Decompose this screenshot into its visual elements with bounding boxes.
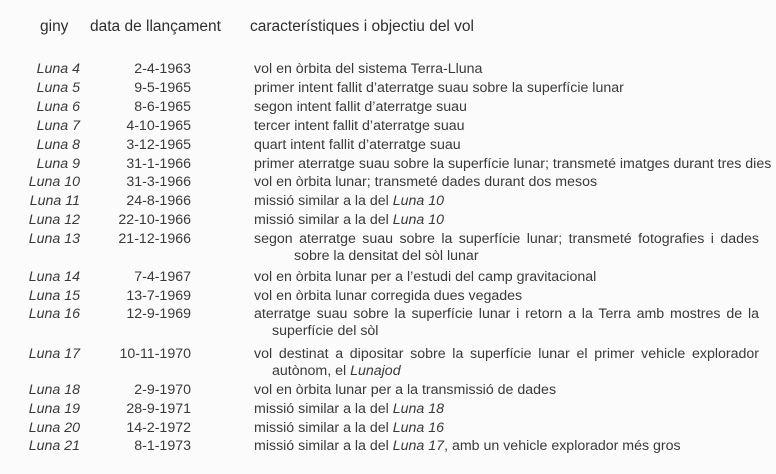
description-line — [254, 420, 759, 437]
giny-name: Luna 16 — [28, 306, 80, 322]
giny-name: Luna 14 — [28, 269, 80, 285]
launch-date: 2-4-1963 — [134, 61, 191, 77]
giny-name: Luna 4 — [36, 61, 80, 77]
mission-description — [254, 382, 759, 399]
mission-description — [254, 269, 759, 286]
description-text: autònom, el — [272, 363, 351, 379]
mission-description — [254, 118, 759, 135]
description-line — [254, 231, 759, 248]
launch-date: 7-4-1967 — [134, 269, 191, 285]
mission-description — [254, 212, 759, 229]
giny-name: Luna 8 — [36, 137, 80, 153]
giny-name: Luna 10 — [28, 174, 80, 190]
description-line — [254, 118, 759, 135]
giny-name: Luna 18 — [28, 382, 80, 398]
mission-description — [254, 346, 759, 380]
mission-description — [254, 193, 759, 210]
giny-name: Luna 9 — [36, 156, 80, 172]
description-text: vol en òrbita lunar corregida dues vegades — [254, 288, 523, 304]
launch-date: 14-2-1972 — [126, 420, 191, 436]
description-line — [254, 80, 759, 97]
description-text: missió similar a la del — [254, 193, 393, 209]
header-launch-date: data de llançament — [90, 18, 221, 35]
mission-description — [254, 231, 759, 265]
mission-description — [254, 137, 759, 154]
description-line — [254, 382, 759, 399]
mission-description — [254, 306, 759, 340]
giny-name: Luna 12 — [28, 212, 80, 228]
probe-reference: Lunajod — [350, 363, 401, 379]
description-text: , amb un vehicle explorador més gros — [444, 438, 681, 454]
launch-date: 28-9-1971 — [126, 401, 191, 417]
giny-name: Luna 15 — [28, 288, 80, 304]
mission-description — [254, 156, 772, 173]
description-line — [254, 156, 772, 173]
description-text: segon aterratge suau sobre la superfície lunar; transmeté fotografies i dades — [254, 231, 759, 247]
description-text: primer intent fallit d’aterratge suau sobre la superfície lunar — [254, 80, 624, 96]
launch-date: 13-7-1969 — [126, 288, 191, 304]
launch-date: 24-8-1966 — [126, 193, 191, 209]
description-line — [254, 306, 759, 323]
probe-reference: Luna 10 — [392, 193, 445, 209]
description-line — [254, 401, 759, 418]
description-line — [254, 99, 759, 116]
launch-date: 31-3-1966 — [126, 174, 191, 190]
launch-date: 8-1-1973 — [134, 438, 191, 454]
description-line — [254, 174, 759, 191]
description-text: missió similar a la del — [254, 401, 393, 417]
giny-name: Luna 21 — [28, 438, 80, 454]
description-text: quart intent fallit d’aterratge suau — [254, 137, 461, 153]
description-text: vol en òrbita lunar; transmeté dades durant dos mesos — [254, 174, 598, 190]
launch-date: 22-10-1966 — [118, 212, 191, 228]
description-line — [254, 346, 759, 363]
description-text: missió similar a la del — [254, 420, 393, 436]
description-line — [254, 438, 759, 455]
launch-date: 31-1-1966 — [126, 156, 191, 172]
launch-date: 3-12-1965 — [126, 137, 191, 153]
header-giny: giny — [40, 18, 69, 35]
description-text: vol destinat a dipositar sobre la superfície lunar el primer vehicle explorador — [254, 346, 759, 362]
giny-name: Luna 20 — [28, 420, 80, 436]
mission-description — [254, 80, 759, 97]
launch-date: 9-5-1965 — [134, 80, 191, 96]
description-line — [254, 137, 759, 154]
probe-reference: Luna 10 — [392, 212, 445, 228]
mission-description — [254, 401, 759, 418]
probe-reference: Luna 18 — [392, 401, 445, 417]
giny-name: Luna 13 — [28, 231, 80, 247]
description-text: missió similar a la del — [254, 212, 393, 228]
description-line — [254, 288, 759, 305]
description-line — [254, 61, 759, 78]
description-text: superfície del sòl — [272, 323, 379, 339]
giny-name: Luna 17 — [28, 346, 80, 362]
description-text: vol en òrbita lunar per a l’estudi del camp gravitacional — [254, 269, 597, 285]
launch-date: 12-9-1969 — [126, 306, 191, 322]
launch-date: 10-11-1970 — [119, 346, 191, 362]
launch-date: 8-6-1965 — [134, 99, 191, 115]
mission-description — [254, 438, 759, 455]
giny-name: Luna 11 — [29, 193, 80, 209]
description-text: aterratge suau sobre la superfície lunar i retorn a la Terra amb mostres de la — [254, 306, 759, 322]
description-line — [254, 323, 759, 340]
description-line — [254, 248, 759, 265]
probe-reference: Luna 16 — [392, 420, 445, 436]
launch-date: 2-9-1970 — [134, 382, 191, 398]
description-text: primer aterratge suau sobre la superfície lunar; transmeté imatges durant tres dies — [254, 156, 772, 172]
giny-name: Luna 6 — [36, 99, 80, 115]
description-text: vol en òrbita lunar per a la transmissió de dades — [254, 382, 557, 398]
description-text: sobre la densitat del sòl lunar — [294, 248, 479, 264]
mission-description — [254, 99, 759, 116]
mission-description — [254, 174, 759, 191]
mission-description — [254, 288, 759, 305]
header-description: característiques i objectiu del vol — [250, 18, 475, 35]
probe-reference: Luna 17 — [392, 438, 445, 454]
giny-name: Luna 5 — [36, 80, 80, 96]
description-text: missió similar a la del — [254, 438, 393, 454]
launch-date: 21-12-1966 — [118, 231, 191, 247]
description-line — [254, 363, 759, 380]
description-line — [254, 269, 759, 286]
description-line — [254, 212, 759, 229]
giny-name: Luna 7 — [36, 118, 80, 134]
description-line — [254, 193, 759, 210]
launch-date: 4-10-1965 — [126, 118, 191, 134]
description-text: vol en òrbita del sistema Terra-Lluna — [254, 61, 483, 77]
giny-name: Luna 19 — [28, 401, 80, 417]
description-text: tercer intent fallit d’aterratge suau — [254, 118, 465, 134]
mission-description — [254, 61, 759, 78]
description-text: segon intent fallit d’aterratge suau — [254, 99, 467, 115]
mission-description — [254, 420, 759, 437]
